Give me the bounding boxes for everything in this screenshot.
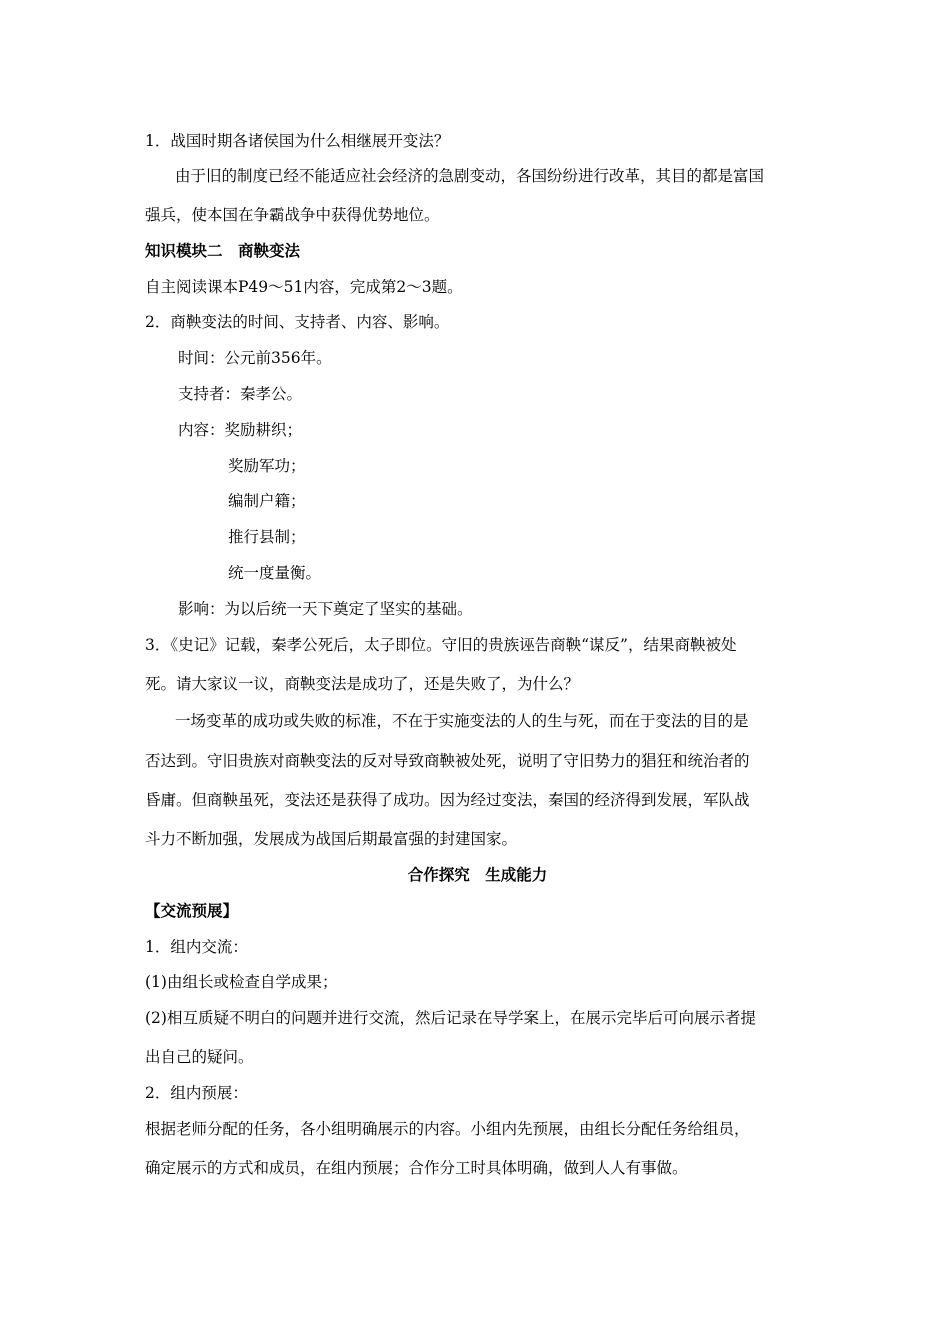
exchange-subitem: 出自己的疑问。 xyxy=(145,1048,254,1066)
module2-instruction: 自主阅读课本P49～51内容，完成第2～3题。 xyxy=(145,278,463,296)
section-subheading: 【交流预展】 xyxy=(145,902,239,920)
exchange-item: 2．组内预展： xyxy=(145,1084,248,1102)
q1-answer-line: 由于旧的制度已经不能适应社会经济的急剧变动，各国纷纷进行改革，其目的都是富国 xyxy=(175,167,765,185)
q2-content-item: 奖励军功； xyxy=(228,457,306,475)
q2-supporter: 支持者：秦孝公。 xyxy=(178,385,303,403)
q2-content-item: 编制户籍； xyxy=(228,492,306,510)
q3-answer-line: 否达到。守旧贵族对商鞅变法的反对导致商鞅被处死，说明了守旧势力的猖狂和统治者的 xyxy=(145,752,750,770)
section-title: 合作探究 生成能力 xyxy=(407,866,548,884)
q2-question: 2．商鞅变法的时间、支持者、内容、影响。 xyxy=(145,313,450,331)
q2-time: 时间：公元前356年。 xyxy=(178,349,332,367)
module2-heading: 知识模块二 商鞅变法 xyxy=(145,242,301,260)
exchange-subitem: (1)由组长或检查自学成果； xyxy=(145,973,338,991)
q3-question-line: 死。请大家议一议，商鞅变法是成功了，还是失败了，为什么？ xyxy=(145,675,580,693)
q3-answer-line: 昏庸。但商鞅虽死，变法还是获得了成功。因为经过变法，秦国的经济得到发展，军队战 xyxy=(145,791,750,809)
q3-answer-line: 斗力不断加强，发展成为战国后期最富强的封建国家。 xyxy=(145,830,518,848)
q2-content-item: 统一度量衡。 xyxy=(228,564,322,582)
q3-answer-line: 一场变革的成功或失败的标准，不在于实施变法的人的生与死，而在于变法的目的是 xyxy=(175,712,749,730)
exchange-item: 1．组内交流： xyxy=(145,938,248,956)
exchange-paragraph: 根据老师分配的任务，各小组明确展示的内容。小组内先预展，由组长分配任务给组员， xyxy=(145,1120,750,1138)
q2-impact: 影响：为以后统一天下奠定了坚实的基础。 xyxy=(178,600,473,618)
exchange-paragraph: 确定展示的方式和成员，在组内预展；合作分工时具体明确，做到人人有事做。 xyxy=(145,1159,688,1177)
q2-content-label: 内容：奖励耕织； xyxy=(178,421,303,439)
q2-content-item: 推行县制； xyxy=(228,528,306,546)
q1-question: 1．战国时期各诸侯国为什么相继展开变法？ xyxy=(145,132,450,150)
exchange-subitem: (2)相互质疑不明白的问题并进行交流，然后记录在导学案上，在展示完毕后可向展示者提 xyxy=(145,1009,756,1027)
q1-answer-line: 强兵，使本国在争霸战争中获得优势地位。 xyxy=(145,206,440,224)
q3-question-line: 3．《史记》记载，秦孝公死后，太子即位。守旧的贵族诬告商鞅“谋反”，结果商鞅被处 xyxy=(145,636,737,654)
